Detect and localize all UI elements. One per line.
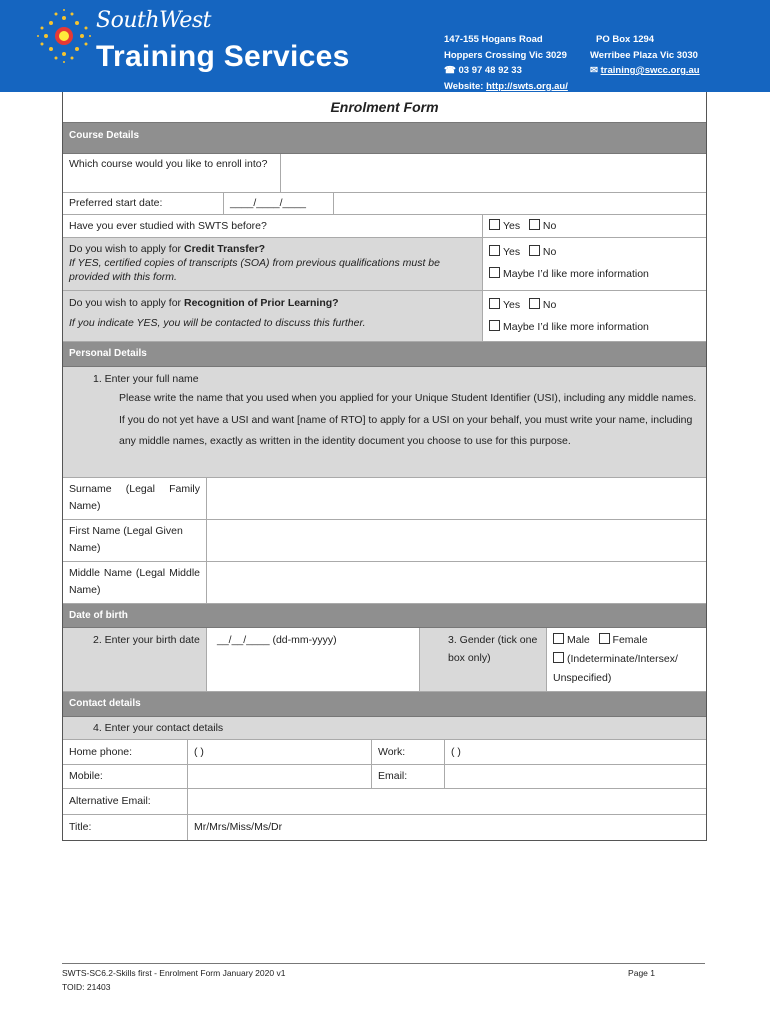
no-label: No xyxy=(542,299,557,311)
course-field[interactable] xyxy=(281,154,706,192)
alt-email-label: Alternative Email: xyxy=(63,789,188,814)
street-address xyxy=(444,32,568,94)
contact-instruction-row xyxy=(63,717,706,740)
mobile-label: Mobile: xyxy=(63,765,188,788)
work-field[interactable]: ( ) xyxy=(451,746,461,758)
address-line-2: Hoppers Crossing Vic 3029 xyxy=(444,49,567,61)
website-link[interactable]: http://swts.org.au/ xyxy=(486,80,568,92)
sun-logo-icon xyxy=(34,6,94,66)
alt-email-row xyxy=(63,789,706,815)
email-label: Email: xyxy=(372,765,445,788)
credit-q-text: Do you wish to apply for xyxy=(69,243,184,255)
course-question: Which course would you like to enroll into? xyxy=(63,154,281,192)
po-line-2: Werribee Plaza Vic 3030 xyxy=(590,49,698,61)
home-phone-field[interactable]: ( ) xyxy=(188,740,372,764)
yes-label: Yes xyxy=(503,220,521,232)
phone-row xyxy=(63,740,706,765)
email-link[interactable]: training@swcc.org.au xyxy=(600,65,700,76)
credit-note: If YES, certified copies of transcripts (SOA) from previous qualifications must be provided with this form. xyxy=(69,257,440,283)
website-label: Website: xyxy=(444,80,484,92)
section-personal-details: Personal Details xyxy=(63,342,706,367)
rpl-yes-checkbox[interactable] xyxy=(489,298,500,309)
credit-maybe-checkbox[interactable] xyxy=(489,267,500,278)
middle-name-label: Middle Name (Legal Middle Name) xyxy=(63,562,207,603)
start-date-label: Preferred start date: xyxy=(63,193,224,214)
surname-field[interactable] xyxy=(207,478,706,519)
phone-icon: ☎ xyxy=(444,65,456,76)
title-row xyxy=(63,815,706,840)
work-label: Work: xyxy=(372,740,445,764)
gender-label: 3. Gender (tick one box only) xyxy=(420,628,547,691)
form-title: Enrolment Form xyxy=(63,92,706,123)
alt-email-field[interactable] xyxy=(188,789,706,814)
middle-name-field[interactable] xyxy=(207,562,706,603)
address-line-1: 147-155 Hogans Road xyxy=(444,34,543,45)
rpl-q-text: Do you wish to apply for xyxy=(69,297,184,309)
credit-q-bold: Credit Transfer? xyxy=(183,243,266,255)
studied-yes-checkbox[interactable] xyxy=(489,219,500,230)
email-line xyxy=(590,63,700,79)
gender-options xyxy=(547,628,706,691)
start-date-field[interactable]: ____/____/____ xyxy=(224,193,334,214)
brand-script: SouthWest xyxy=(96,8,211,33)
no-label: No xyxy=(542,246,557,258)
maybe-label: Maybe I’d like more information xyxy=(503,321,649,333)
first-name-label: First Name (Legal Given Name) xyxy=(63,520,207,561)
section-date-of-birth: Date of birth xyxy=(63,604,706,628)
dob-label: 2. Enter your birth date xyxy=(63,628,207,691)
surname-label: Surname (Legal Family Name) xyxy=(63,478,207,519)
item-4-heading: 4. Enter your contact details xyxy=(93,722,224,734)
page-footer xyxy=(62,963,705,994)
rpl-maybe-checkbox[interactable] xyxy=(489,320,500,331)
yes-label: Yes xyxy=(503,246,521,258)
studied-no-checkbox[interactable] xyxy=(529,219,540,230)
credit-question xyxy=(63,238,483,290)
section-course-details: Course Details xyxy=(63,123,706,154)
female-label: Female xyxy=(612,634,648,646)
title-label: Title: xyxy=(63,815,188,840)
rpl-row xyxy=(63,291,706,342)
name-instructions xyxy=(63,367,706,477)
studied-options xyxy=(483,215,706,237)
usi-instructions: Please write the name that you used when you applied for your Unique Student Identifier (USI), including any middle names. If you do not yet have a USI and want [name of RTO] to apply for a USI on your behalf, you must write your name, including any middle names, exactly as written in the identity document you choose to use for this purpose. xyxy=(119,392,697,447)
female-checkbox[interactable] xyxy=(599,633,610,644)
phone-number: 03 97 48 92 33 xyxy=(458,65,522,76)
other-gender-checkbox[interactable] xyxy=(553,652,564,663)
rpl-note: If you indicate YES, you will be contacted to discuss this further. xyxy=(69,317,366,329)
surname-row xyxy=(63,478,706,520)
middle-name-row xyxy=(63,562,706,604)
male-checkbox[interactable] xyxy=(553,633,564,644)
credit-yes-checkbox[interactable] xyxy=(489,245,500,256)
male-label: Male xyxy=(567,634,590,646)
studied-row xyxy=(63,215,706,238)
page-number: Page 1 xyxy=(628,968,655,978)
credit-no-checkbox[interactable] xyxy=(529,245,540,256)
toid: TOID: 21403 xyxy=(62,982,111,992)
document-reference: SWTS-SC6.2-Skills first - Enrolment Form January 2020 v1 xyxy=(62,968,286,978)
dob-row xyxy=(63,628,706,692)
mobile-row xyxy=(63,765,706,789)
rpl-q-bold: Recognition of Prior Learning? xyxy=(183,297,339,309)
item-1-heading: 1. Enter your full name xyxy=(93,373,199,385)
email-field[interactable] xyxy=(445,765,706,788)
credit-options xyxy=(483,238,706,290)
first-name-field[interactable] xyxy=(207,520,706,561)
phone-line xyxy=(444,63,568,79)
title-options[interactable]: Mr/Mrs/Miss/Ms/Dr xyxy=(194,821,283,833)
other-gender-label: (Indeterminate/Intersex/ Unspecified) xyxy=(553,653,678,684)
start-date-row xyxy=(63,193,706,215)
home-phone-label: Home phone: xyxy=(63,740,188,764)
yes-label: Yes xyxy=(503,299,521,311)
brand-name: Training Services xyxy=(96,40,350,73)
credit-transfer-row xyxy=(63,238,706,291)
rpl-options xyxy=(483,291,706,341)
first-name-row xyxy=(63,520,706,562)
rpl-no-checkbox[interactable] xyxy=(529,298,540,309)
rpl-question xyxy=(63,291,483,341)
envelope-icon: ✉ xyxy=(590,65,598,76)
enrolment-form xyxy=(62,92,707,841)
mobile-field[interactable] xyxy=(188,765,372,788)
po-box: PO Box 1294 xyxy=(596,34,655,45)
studied-question: Have you ever studied with SWTS before? xyxy=(63,215,483,237)
section-contact-details: Contact details xyxy=(63,692,706,717)
maybe-label: Maybe I’d like more information xyxy=(503,268,649,280)
dob-field[interactable]: __/__/____ (dd-mm-yyyy) xyxy=(207,628,420,691)
name-instructions-row xyxy=(63,367,706,478)
course-row xyxy=(63,154,706,193)
no-label: No xyxy=(542,220,557,232)
letterhead xyxy=(0,0,770,92)
